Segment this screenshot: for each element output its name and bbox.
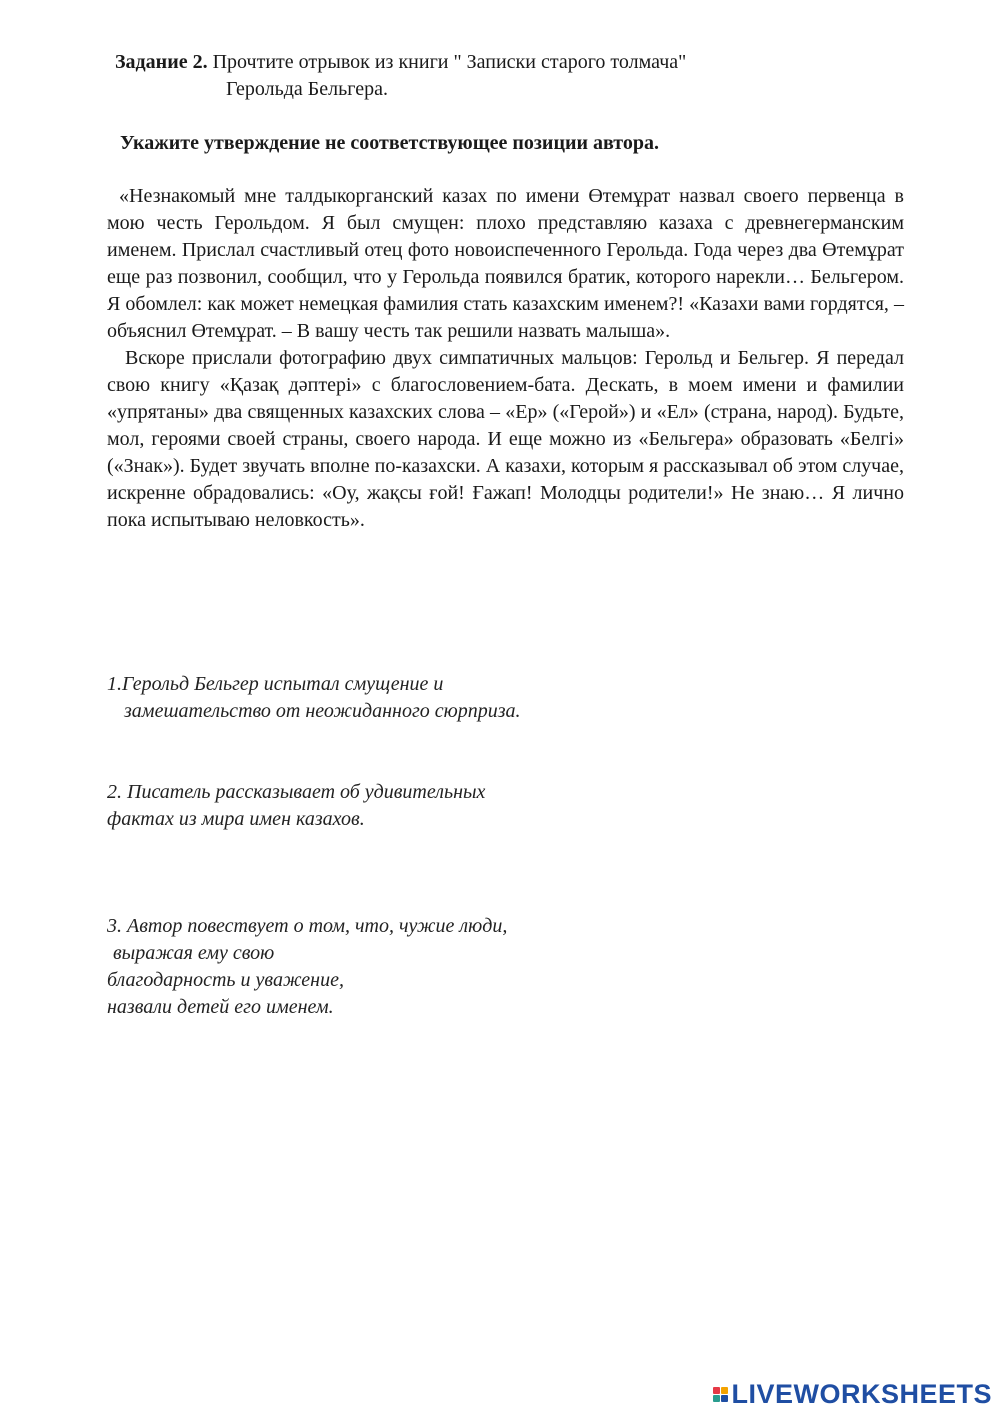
task-label: Задание 2. bbox=[115, 51, 208, 73]
passage-paragraph-2: Вскоре прислали фотографию двух симпатичных мальцов: Герольд и Бельгер. Я передал свою книгу «Қазақ дәптері» с благословением-бата. Дескать, в моем имени и фамилии «упрятаны» два священных казахских слова – «Ер» («Герой») и «Ел» (страна, народ). Будьте, мол, героями своей страны, своего народа. И еще можно из «Бельгера» образовать «Белгі» («Знак»). Будет звучать вполне по-казахски. А казахи, которым я рассказывал об этом случае, искренне обрадовались: «Оу, жақсы ғой! Ғажап! Молодцы родители!» Не знаю… Я лично пока испытываю неловкость». bbox=[107, 347, 904, 531]
option-2-line-1: 2. Писатель рассказывает об удивительных bbox=[107, 781, 486, 803]
logo-mark-icon bbox=[713, 1387, 728, 1402]
option-1-line-2: замешательство от неожиданного сюрприза. bbox=[124, 700, 521, 722]
task-text-line1: Прочтите отрывок из книги " Записки старого толмача" bbox=[212, 51, 687, 73]
instruction: Укажите утверждение не соответствующее позиции автора. bbox=[120, 132, 659, 154]
option-1-line-1: 1.Герольд Бельгер испытал смущение и bbox=[107, 673, 444, 695]
logo-square-4 bbox=[721, 1395, 728, 1402]
answer-option-2[interactable] bbox=[107, 779, 485, 833]
task-heading bbox=[115, 49, 686, 75]
logo-square-2 bbox=[721, 1387, 728, 1394]
option-3-line-2: выражая ему свою bbox=[113, 942, 275, 964]
answer-option-3[interactable] bbox=[107, 913, 507, 1021]
option-3-line-1: 3. Автор повествует о том, что, чужие люди, bbox=[107, 915, 508, 937]
passage-paragraph-1: «Незнакомый мне талдыкорганский казах по имени Өтемұрат назвал своего первенца в мою честь Герольдом. Я был смущен: плохо представляю казаха с древнегерманским именем. Прислал счастливый отец фото новоиспеченного Герольда. Года через два Өтемұрат еще раз позвонил, сообщил, что у Герольда появился братик, которого нарекли… Бельгером. Я обомлел: как может немецкая фамилия стать казахским именем?! «Казахи вами гордятся, – объяснил Өтемұрат. – В вашу честь так решили назвать малыша». bbox=[107, 185, 904, 342]
option-3-line-4: назвали детей его именем. bbox=[107, 996, 334, 1018]
option-3-line-3: благодарность и уважение, bbox=[107, 969, 344, 991]
liveworksheets-logo bbox=[713, 1379, 992, 1409]
logo-square-1 bbox=[713, 1387, 720, 1394]
task-text-line2: Герольда Бельгера. bbox=[226, 78, 388, 100]
logo-square-3 bbox=[713, 1395, 720, 1402]
answer-option-1[interactable] bbox=[107, 671, 521, 725]
passage bbox=[107, 183, 904, 534]
option-2-line-2: фактах из мира имен казахов. bbox=[107, 808, 365, 830]
logo-text: LIVEWORKSHEETS bbox=[731, 1378, 992, 1409]
